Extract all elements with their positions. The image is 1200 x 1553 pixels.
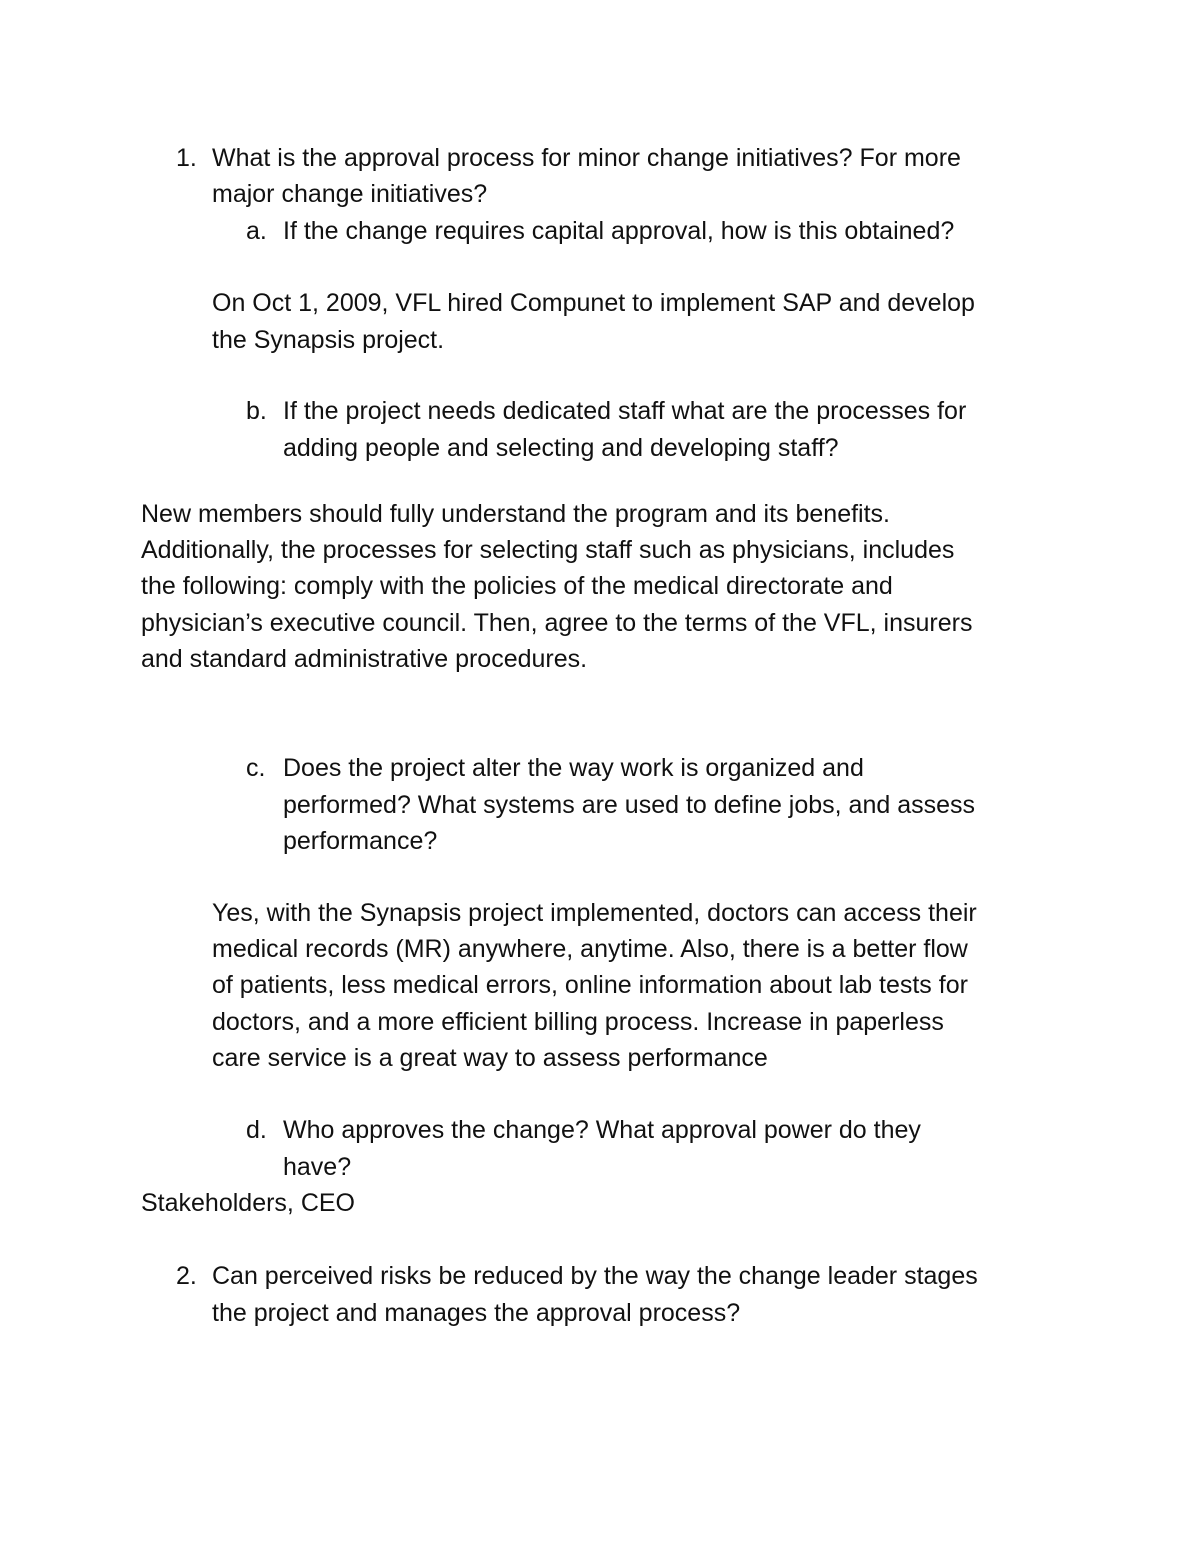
sub-question-text-line: adding people and selecting and developing staff? bbox=[283, 434, 839, 462]
sub-question-text-line: performance? bbox=[283, 827, 438, 855]
answer-text-line: New members should fully understand the program and its benefits. bbox=[141, 500, 890, 528]
sub-question-text-line: If the project needs dedicated staff what are the processes for bbox=[283, 397, 967, 425]
sub-question-letter: d. bbox=[246, 1116, 267, 1144]
answer-text-line: Additionally, the processes for selecting staff such as physicians, includes bbox=[141, 536, 955, 564]
sub-question-text-line: have? bbox=[283, 1153, 352, 1181]
sub-question-text-line: performed? What systems are used to define jobs, and assess bbox=[283, 791, 976, 819]
answer-text-line: Yes, with the Synapsis project implemented, doctors can access their bbox=[212, 899, 977, 927]
answer-text-line: medical records (MR) anywhere, anytime. Also, there is a better flow bbox=[212, 935, 968, 963]
answer-text-line: the following: comply with the policies of the medical directorate and bbox=[141, 572, 893, 600]
question-text-line: major change initiatives? bbox=[212, 180, 488, 208]
question-text-line: the project and manages the approval process? bbox=[212, 1299, 741, 1327]
answer-text-line: physician’s executive council. Then, agree to the terms of the VFL, insurers bbox=[141, 609, 973, 637]
sub-question-letter: c. bbox=[246, 754, 266, 782]
sub-question-text-line: Who approves the change? What approval power do they bbox=[283, 1116, 921, 1144]
sub-question-letter: a. bbox=[246, 217, 267, 245]
question-number: 1. bbox=[176, 144, 197, 172]
answer-text-line: care service is a great way to assess performance bbox=[212, 1044, 768, 1072]
question-text-line: Can perceived risks be reduced by the way the change leader stages bbox=[212, 1262, 978, 1290]
answer-text-line: and standard administrative procedures. bbox=[141, 645, 588, 673]
sub-question-text-line: Does the project alter the way work is organized and bbox=[283, 754, 864, 782]
answer-text-line: Stakeholders, CEO bbox=[141, 1189, 355, 1217]
answer-text-line: On Oct 1, 2009, VFL hired Compunet to implement SAP and develop bbox=[212, 289, 975, 317]
answer-text-line: doctors, and a more efficient billing process. Increase in paperless bbox=[212, 1008, 944, 1036]
answer-text-line: the Synapsis project. bbox=[212, 326, 445, 354]
question-text-line: What is the approval process for minor change initiatives? For more bbox=[212, 144, 961, 172]
sub-question-text-line: If the change requires capital approval, how is this obtained? bbox=[283, 217, 955, 245]
answer-text-line: of patients, less medical errors, online information about lab tests for bbox=[212, 971, 968, 999]
question-number: 2. bbox=[176, 1262, 197, 1290]
sub-question-letter: b. bbox=[246, 397, 267, 425]
